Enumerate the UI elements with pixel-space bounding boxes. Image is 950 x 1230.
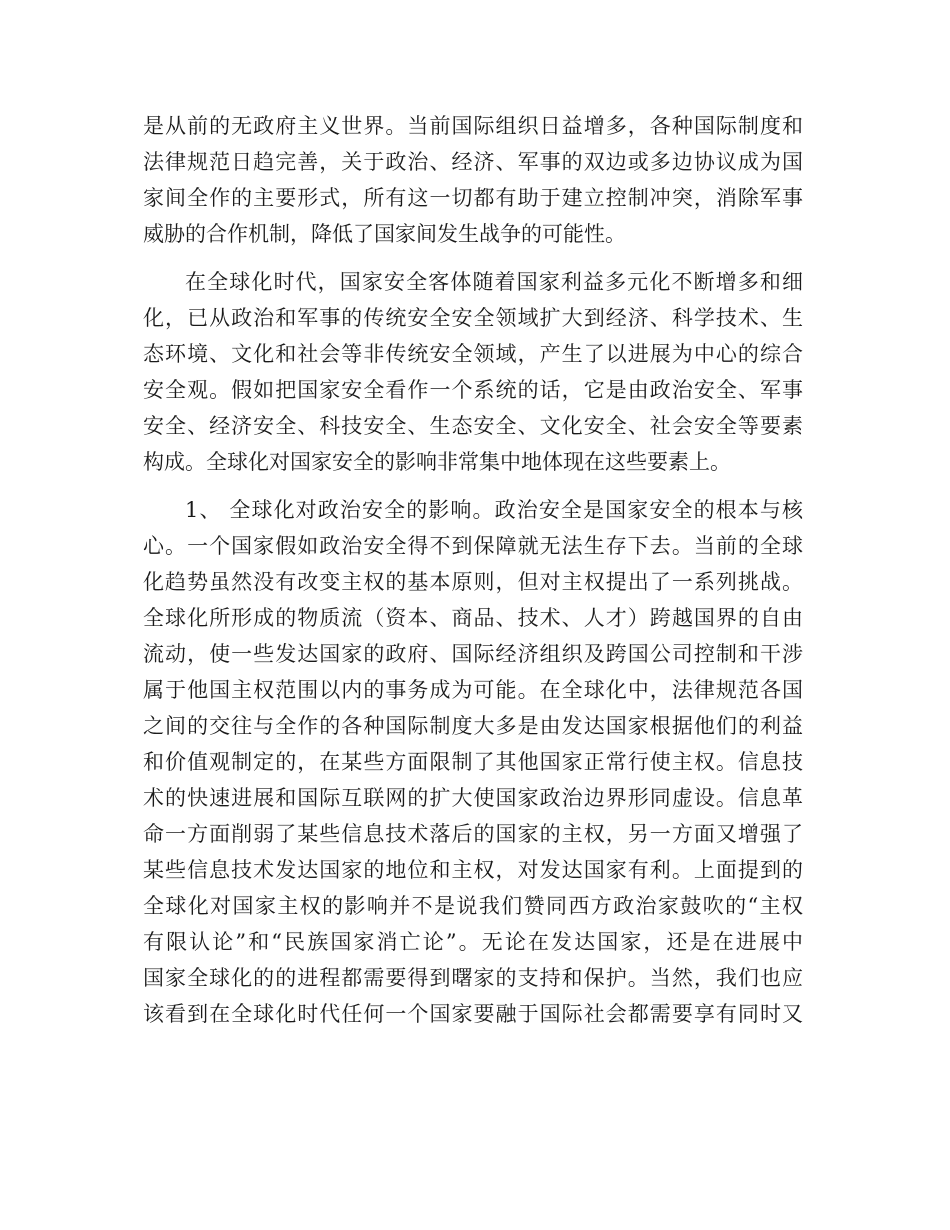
text-line: 家间全作的主要形式，所有这一切都有助于建立控制冲突，消除军事: [143, 186, 803, 210]
text-line: 某些信息技术发达国家的地位和主权，对发达国家有利。上面提到的: [143, 858, 803, 882]
text-line: 威胁的合作机制，降低了国家间发生战争的可能性。: [143, 222, 626, 246]
paragraph-2: [143, 264, 803, 480]
text-line: 有限认论”和“民族国家消亡论”。无论在发达国家，还是在进展中: [143, 930, 803, 954]
text-line: 全球化所形成的物质流（资本、商品、技术、人才）跨越国界的自由: [143, 606, 803, 630]
text-line: 和价值观制定的，在某些方面限制了其他国家正常行使主权。信息技: [143, 750, 803, 774]
text-line: 流动，使一些发达国家的政府、国际经济组织及跨国公司控制和干涉: [143, 642, 803, 666]
text-line: 心。一个国家假如政治安全得不到保障就无法生存下去。当前的全球: [143, 534, 803, 558]
text-line: 属于他国主权范围以内的事务成为可能。在全球化中，法律规范各国: [143, 678, 803, 702]
text-line: 态环境、文化和社会等非传统安全领域，产生了以进展为中心的综合: [143, 342, 803, 366]
paragraph-1: [143, 108, 803, 252]
text-line: 1、 全球化对政治安全的影响。政治安全是国家安全的根本与核: [185, 498, 803, 522]
text-line: 国家全球化的的进程都需要得到曙家的支持和保护。当然，我们也应: [143, 966, 803, 990]
text-line: 之间的交往与全作的各种国际制度大多是由发达国家根据他们的利益: [143, 714, 803, 738]
text-line: 在全球化时代，国家安全客体随着国家利益多元化不断增多和细: [185, 270, 803, 294]
text-line: 安全观。假如把国家安全看作一个系统的话，它是由政治安全、军事: [143, 378, 803, 402]
text-line: 构成。全球化对国家安全的影响非常集中地体现在这些要素上。: [143, 450, 731, 474]
text-line: 安全、经济安全、科技安全、生态安全、文化安全、社会安全等要素: [143, 414, 803, 438]
text-line: 全球化对国家主权的影响并不是说我们赞同西方政治家鼓吹的“主权: [143, 894, 803, 918]
text-line: 该看到在全球化时代任何一个国家要融于国际社会都需要享有同时又: [143, 1002, 803, 1026]
text-line: 化趋势虽然没有改变主权的基本原则，但对主权提出了一系列挑战。: [143, 570, 803, 594]
text-line: 是从前的无政府主义世界。当前国际组织日益增多，各种国际制度和: [143, 114, 803, 138]
text-line: 命一方面削弱了某些信息技术落后的国家的主权，另一方面又增强了: [143, 822, 803, 846]
paragraph-3: [143, 492, 803, 1032]
document-body: [143, 108, 803, 1044]
text-line: 术的快速进展和国际互联网的扩大使国家政治边界形同虚设。信息革: [143, 786, 803, 810]
text-line: 化，已从政治和军事的传统安全安全领域扩大到经济、科学技术、生: [143, 306, 803, 330]
text-line: 法律规范日趋完善，关于政治、经济、军事的双边或多边协议成为国: [143, 150, 803, 174]
